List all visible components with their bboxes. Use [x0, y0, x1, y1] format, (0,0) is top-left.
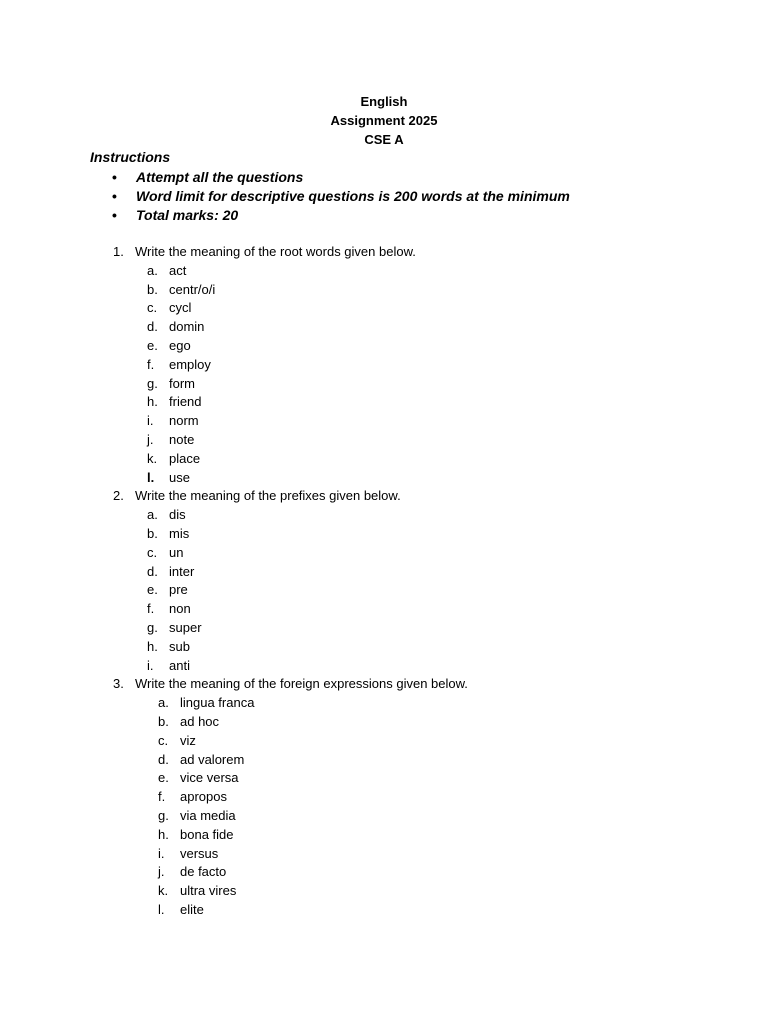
document-assignment: Assignment 2025 [330, 113, 438, 128]
list-item [147, 393, 468, 412]
question-number: 3. [113, 676, 124, 692]
item-letter: a. [158, 695, 169, 711]
question-text: Write the meaning of the foreign expressions given below. [135, 676, 468, 692]
list-item [147, 431, 468, 450]
item-text: inter [169, 563, 195, 579]
item-letter: i. [147, 413, 154, 429]
item-text: bona fide [180, 826, 234, 842]
item-text: un [169, 544, 184, 560]
question-3-items [158, 694, 468, 920]
list-item [147, 506, 468, 525]
item-letter: g. [147, 375, 158, 391]
list-item [147, 412, 468, 431]
question-text: Write the meaning of the root words given below. [135, 244, 416, 259]
item-text: lingua franca [180, 695, 255, 711]
list-item [147, 375, 468, 394]
item-text: ad hoc [180, 713, 220, 729]
list-item [147, 337, 468, 356]
item-letter: e. [147, 337, 158, 353]
list-item [147, 281, 468, 300]
question-1 [113, 243, 468, 262]
item-letter: k. [158, 883, 169, 899]
item-text: anti [169, 657, 190, 673]
item-letter: e. [147, 582, 158, 598]
list-item [147, 262, 468, 281]
list-item [147, 600, 468, 619]
question-text: Write the meaning of the prefixes given below. [135, 488, 401, 504]
question-3 [113, 675, 468, 694]
list-item [147, 450, 468, 469]
list-item [147, 544, 468, 563]
item-text: employ [169, 356, 211, 372]
bullet-icon: • [112, 188, 117, 204]
item-text: elite [180, 901, 204, 917]
item-letter: a. [147, 507, 158, 523]
item-text: ultra vires [180, 883, 237, 899]
document-section: CSE A [364, 132, 404, 147]
item-text: form [169, 375, 195, 391]
item-letter: j. [147, 431, 154, 447]
instruction-text: Word limit for descriptive questions is 200 words at the minimum [136, 188, 570, 204]
list-item [147, 563, 468, 582]
list-item [158, 901, 468, 920]
instruction-text: Total marks: 20 [136, 207, 239, 223]
item-letter: i. [158, 845, 165, 861]
questions-list [113, 243, 468, 920]
item-letter: e. [158, 770, 169, 786]
item-letter: d. [158, 751, 169, 767]
item-text: norm [169, 413, 199, 429]
question-2 [113, 487, 468, 506]
item-letter: c. [147, 300, 158, 316]
list-item [147, 581, 468, 600]
list-item [158, 845, 468, 864]
item-letter: b. [147, 525, 158, 541]
item-text: apropos [180, 789, 227, 805]
instructions-title: Instructions [90, 149, 171, 165]
instruction-item [112, 168, 570, 187]
list-item [147, 318, 468, 337]
list-item [147, 525, 468, 544]
list-item [147, 299, 468, 318]
item-text: non [169, 601, 191, 617]
item-letter: f. [158, 789, 166, 805]
list-item [158, 788, 468, 807]
item-letter: k. [147, 450, 158, 466]
list-item [147, 657, 468, 676]
item-text: friend [169, 394, 202, 410]
item-text: via media [180, 807, 236, 823]
item-text: ego [169, 337, 191, 353]
instruction-item [112, 187, 570, 206]
list-item [158, 694, 468, 713]
list-item [158, 732, 468, 751]
bullet-icon: • [112, 169, 117, 185]
item-text: cycl [169, 300, 192, 316]
list-item [147, 469, 468, 488]
item-text: act [169, 262, 187, 278]
list-item [147, 356, 468, 375]
item-letter: h. [158, 826, 169, 842]
item-letter: b. [147, 281, 158, 297]
item-text: dis [169, 507, 186, 523]
item-letter: l. [158, 901, 165, 917]
item-text: mis [169, 525, 190, 541]
item-letter: h. [147, 638, 158, 654]
item-letter: d. [147, 563, 158, 579]
item-letter: l. [147, 469, 155, 485]
item-letter: h. [147, 394, 158, 410]
bullet-icon: • [112, 207, 117, 223]
item-letter: j. [158, 864, 165, 880]
item-text: place [169, 450, 201, 466]
item-text: ad valorem [180, 751, 245, 767]
question-1-items [147, 262, 468, 488]
item-letter: f. [147, 356, 155, 372]
list-item [147, 619, 468, 638]
question-number: 2. [113, 488, 124, 504]
instructions-list [112, 168, 570, 225]
item-letter: g. [147, 619, 158, 635]
item-letter: a. [147, 262, 158, 278]
list-item [158, 882, 468, 901]
item-text: sub [169, 638, 190, 654]
item-letter: g. [158, 807, 169, 823]
item-letter: f. [147, 601, 155, 617]
item-text: vice versa [180, 770, 239, 786]
list-item [158, 713, 468, 732]
list-item [158, 807, 468, 826]
item-text: use [169, 469, 190, 485]
question-number: 1. [113, 244, 124, 259]
list-item [158, 863, 468, 882]
item-text: domin [169, 319, 205, 335]
item-text: viz [180, 732, 196, 748]
list-item [147, 638, 468, 657]
item-text: versus [180, 845, 219, 861]
item-letter: d. [147, 319, 158, 335]
question-2-items [147, 506, 468, 675]
document-subject: English [360, 94, 408, 109]
item-letter: b. [158, 713, 169, 729]
list-item [158, 751, 468, 770]
item-letter: c. [158, 732, 169, 748]
item-text: centr/o/i [169, 281, 216, 297]
item-letter: i. [147, 657, 154, 673]
list-item [158, 826, 468, 845]
item-text: de facto [180, 864, 227, 880]
item-text: note [169, 431, 195, 447]
list-item [158, 769, 468, 788]
item-text: pre [169, 582, 188, 598]
instruction-text: Attempt all the questions [136, 169, 304, 185]
instruction-item [112, 206, 570, 225]
item-text: super [169, 619, 202, 635]
item-letter: c. [147, 544, 158, 560]
